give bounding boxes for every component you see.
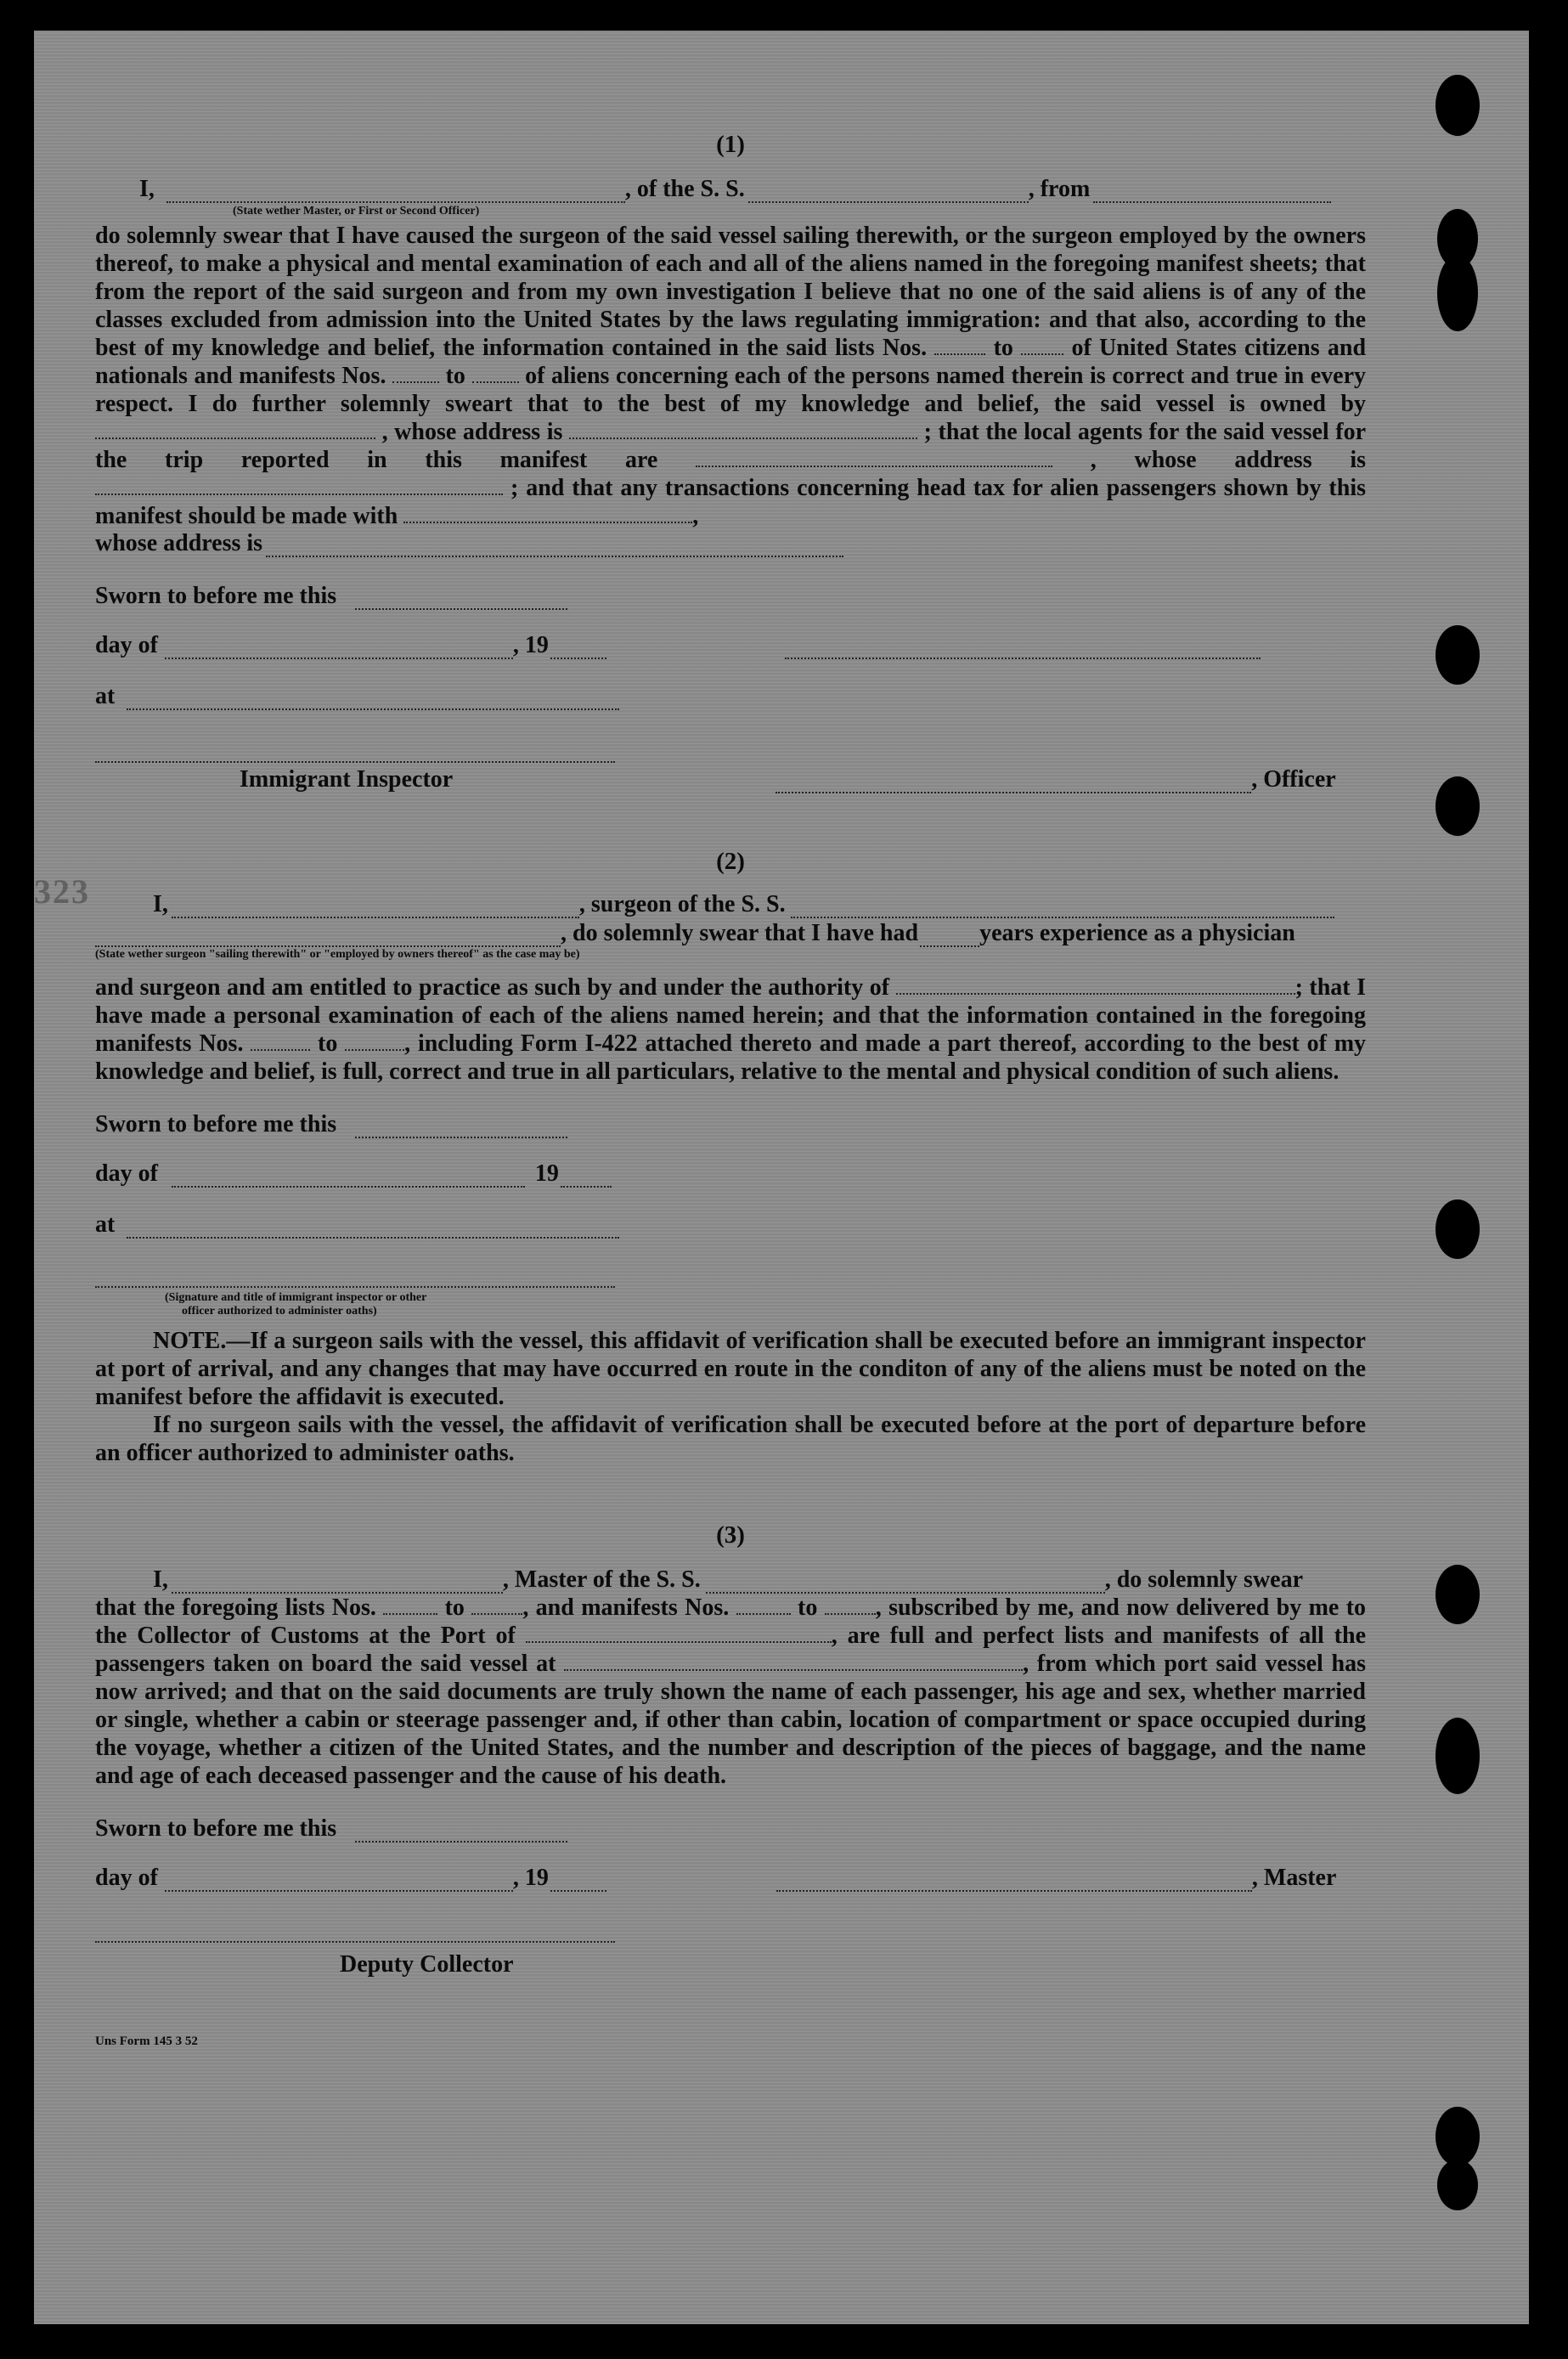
faded-stamp-number: 323 bbox=[34, 872, 90, 911]
section-2-vessel-field[interactable] bbox=[791, 900, 1334, 918]
manifests-from-field[interactable] bbox=[392, 364, 439, 383]
section-3-year-label: , 19 bbox=[512, 1865, 549, 1891]
section-1-sworn-row bbox=[95, 583, 1366, 610]
section-1-inspector-line bbox=[95, 744, 1366, 763]
master-label: , Master bbox=[1251, 1865, 1337, 1891]
binder-hole bbox=[1435, 776, 1480, 836]
section-1-body-h: , bbox=[692, 503, 699, 529]
section-3-day-field[interactable] bbox=[165, 1873, 513, 1892]
section-2-signature-line[interactable] bbox=[95, 1269, 615, 1288]
section-3-body-c: , subscribed by me, and now delivered by me to the Collector of Customs at the Port of bbox=[95, 1594, 1367, 1649]
officer-signature-field[interactable] bbox=[776, 775, 1251, 793]
port-of-departure-field[interactable] bbox=[564, 1652, 1023, 1671]
owner-field[interactable] bbox=[95, 420, 375, 439]
section-2-line-1 bbox=[95, 891, 1366, 918]
binder-hole bbox=[1435, 1565, 1480, 1624]
section-3-body-e: , from which port said vessel has now arrived; and that on the said documents are truly shown the name of each passenger, his age and sex, whether married or single, whether a cabin or steerage passenger and, if other than cabin, location of compartment or space occupied during the voyage, whether a citizen of the United States, and the number and description of the pieces of baggage, and the name and age of each deceased passenger and the cause of his death. bbox=[95, 1651, 1367, 1789]
section-1-body-c: of aliens concerning each of the persons named therein is correct and true in every respect. I do further solemnly sweart that to the best of my knowledge and belief, the said vessel is owned by bbox=[95, 363, 1367, 417]
binder-hole bbox=[1435, 1199, 1480, 1259]
surgeon-name-field[interactable] bbox=[172, 900, 579, 918]
officer-label: , Officer bbox=[1251, 766, 1336, 793]
section-3-to-1: to bbox=[444, 1594, 465, 1621]
section-2-from-field[interactable] bbox=[251, 1032, 310, 1051]
section-3-body-d: , are full and perfect lists and manifests of all the passengers taken on board the said vessel at bbox=[95, 1623, 1367, 1677]
section-2-to-1: to bbox=[318, 1030, 338, 1057]
section-3-body-b: , and manifests Nos. bbox=[522, 1594, 730, 1621]
officer-note: (State wether Master, or First or Second Officer) bbox=[233, 205, 480, 217]
note-paragraph-2 bbox=[95, 1411, 1366, 1467]
section-1-i: I, bbox=[139, 176, 155, 202]
years-experience-field[interactable] bbox=[920, 928, 979, 947]
section-3-lists-from-field[interactable] bbox=[383, 1596, 437, 1615]
section-2-day-field[interactable] bbox=[172, 1169, 525, 1188]
lists-from-field[interactable] bbox=[934, 336, 985, 355]
inspector-signature-line[interactable] bbox=[95, 744, 615, 763]
master-name-field[interactable] bbox=[172, 1575, 503, 1594]
section-1-at-row bbox=[95, 683, 1366, 710]
section-3-day-label: day of bbox=[95, 1865, 158, 1891]
section-3-i: I, bbox=[153, 1566, 168, 1593]
owner-address-field[interactable] bbox=[569, 420, 917, 439]
manifests-to-field[interactable] bbox=[472, 364, 519, 383]
section-1-at-field[interactable] bbox=[127, 691, 619, 710]
section-2-line-2b: years experience as a physician bbox=[979, 920, 1295, 946]
section-1-body-d: , whose address is bbox=[381, 419, 563, 445]
binder-hole bbox=[1435, 2107, 1480, 2166]
master-signature-field[interactable] bbox=[776, 1873, 1252, 1892]
section-1-body-f: , whose address is bbox=[1090, 447, 1366, 473]
section-1-body-b: of United States citizens and nationals and manifests Nos. bbox=[95, 335, 1367, 389]
binder-hole bbox=[1435, 1718, 1480, 1794]
port-of-arrival-field[interactable] bbox=[526, 1624, 832, 1643]
surgeon-status-field[interactable] bbox=[95, 928, 561, 947]
section-1-year-field[interactable] bbox=[550, 641, 606, 659]
note-1: NOTE.—If a surgeon sails with the vessel, this affidavit of verification shall be executed before an immigrant inspector at port of arrival, and any changes that may have occurred en route in the conditon of any of the aliens must be noted on the manifest before the affidavit is executed. bbox=[95, 1328, 1366, 1410]
section-3-deputy-row bbox=[95, 1951, 1366, 1978]
section-3-ss-label: , Master of the S. S. bbox=[502, 1566, 701, 1593]
section-2-signature-line-row bbox=[95, 1269, 1366, 1288]
section-3-vessel-field[interactable] bbox=[706, 1575, 1105, 1594]
lists-to-field[interactable] bbox=[1021, 336, 1063, 355]
from-port-field[interactable] bbox=[1093, 184, 1331, 203]
section-1-sworn-field[interactable] bbox=[355, 591, 567, 610]
section-1-day-label: day of bbox=[95, 632, 158, 658]
deputy-collector-label: Deputy Collector bbox=[340, 1951, 514, 1978]
section-3-line-1 bbox=[95, 1566, 1366, 1594]
note-2: If no surgeon sails with the vessel, the affidavit of verification shall be executed before at the port of departure before an officer authorized to administer oaths. bbox=[95, 1412, 1366, 1466]
section-3-to-2: to bbox=[798, 1594, 818, 1621]
section-2-to-field[interactable] bbox=[345, 1032, 404, 1051]
binder-hole bbox=[1437, 2159, 1478, 2210]
binder-hole bbox=[1435, 75, 1480, 136]
head-tax-party-field[interactable] bbox=[403, 505, 692, 523]
section-2-sworn-label: Sworn to before me this bbox=[95, 1111, 337, 1137]
binder-hole bbox=[1435, 625, 1480, 685]
section-2-line-2 bbox=[95, 920, 1366, 947]
section-2-day-label: day of bbox=[95, 1160, 158, 1187]
section-3-lists-to-field[interactable] bbox=[471, 1596, 522, 1615]
section-1-year-label: , 19 bbox=[512, 632, 549, 658]
section-2-at-label: at bbox=[95, 1211, 116, 1238]
section-3-manifests-from-field[interactable] bbox=[736, 1596, 791, 1615]
section-1-from-label: , from bbox=[1028, 176, 1091, 202]
section-1-day-field[interactable] bbox=[165, 641, 513, 659]
section-1-body-g: ; and that any transactions concerning head tax for alien passengers shown by this manifest should be made with bbox=[95, 475, 1366, 529]
section-1-last-line bbox=[95, 530, 1366, 557]
section-2-body-c: that I have made a personal examination of each of the aliens named herein; and that the information contained in the foregoing manifests Nos. bbox=[95, 974, 1367, 1057]
deputy-signature-line[interactable] bbox=[95, 1924, 615, 1943]
section-1-body-a: do solemnly swear that I have caused the surgeon of the said vessel sailing therewith, or the surgeon employed by the owners thereof, to make a physical and mental examination of each and all of the aliens named in the foregoing manifest sheets; that from the report of the said surgeon and from my own investigation I believe that no one of the said aliens is of any of the classes excluded from admission into the United States by the laws regulating immigration: and that also, according to the best of my knowledge and belief, the information contained in the said lists Nos. bbox=[95, 223, 1366, 361]
officer-name-field[interactable] bbox=[166, 184, 625, 203]
section-1-number: (1) bbox=[716, 131, 745, 158]
section-2-body bbox=[95, 974, 1366, 1086]
section-2-ss-label: , surgeon of the S. S. bbox=[578, 891, 786, 917]
binder-hole bbox=[1437, 255, 1478, 331]
form-number: Uns Form 145 3 52 bbox=[95, 2034, 198, 2048]
signature-note-1: (Signature and title of immigrant inspector or other bbox=[165, 1291, 427, 1304]
form-content bbox=[95, 131, 1366, 2049]
section-3-sworn-field[interactable] bbox=[355, 1824, 567, 1843]
section-1-day-row bbox=[95, 632, 1366, 659]
section-2-year-label: 19 bbox=[534, 1160, 559, 1187]
section-3-number: (3) bbox=[716, 1521, 745, 1549]
agents-field[interactable] bbox=[696, 449, 1052, 467]
section-3-year-field[interactable] bbox=[550, 1873, 606, 1892]
section-3-sworn-row bbox=[95, 1815, 1366, 1843]
form-sheet bbox=[34, 31, 1529, 2324]
section-2-year-field[interactable] bbox=[561, 1169, 612, 1188]
note-paragraph-1 bbox=[95, 1327, 1366, 1411]
section-1-signature-row bbox=[95, 766, 1366, 793]
section-2-body-a: and surgeon and am entitled to practice as such by and under the authority of bbox=[95, 974, 890, 1001]
section-1-body-e: ; that the local agents for the said vessel for the trip reported in this manifest are bbox=[95, 419, 1367, 473]
immigrant-inspector-label: Immigrant Inspector bbox=[240, 766, 454, 793]
section-2-i: I, bbox=[153, 891, 168, 917]
section-2-number: (2) bbox=[716, 848, 745, 875]
head-tax-address-field[interactable] bbox=[266, 539, 843, 557]
section-3-body-a: that the foregoing lists Nos. bbox=[95, 1594, 376, 1621]
section-1-body bbox=[95, 222, 1366, 530]
section-3-body bbox=[95, 1594, 1366, 1790]
section-2-at-field[interactable] bbox=[127, 1220, 619, 1239]
section-2-sworn-field[interactable] bbox=[355, 1120, 567, 1138]
section-2-line-2a: , do solemnly swear that I have had bbox=[561, 920, 919, 946]
agents-address-field[interactable] bbox=[95, 477, 503, 495]
section-3-line-1-end: , do solemnly swear bbox=[1104, 1566, 1304, 1593]
section-1-line-1 bbox=[95, 176, 1366, 203]
section-3-deputy-line-row bbox=[95, 1924, 1366, 1943]
section-1-to-1: to bbox=[993, 335, 1013, 361]
signature-note-2: officer authorized to administer oaths) bbox=[182, 1305, 377, 1318]
section-1-body-i: whose address is bbox=[95, 530, 263, 556]
vessel-name-field[interactable] bbox=[748, 184, 1029, 203]
section-3-sworn-label: Sworn to before me this bbox=[95, 1815, 337, 1842]
section-2-day-row bbox=[95, 1160, 1366, 1188]
section-3-manifests-to-field[interactable] bbox=[825, 1596, 876, 1615]
section-1-sworn-label: Sworn to before me this bbox=[95, 583, 337, 609]
section-2-sworn-row bbox=[95, 1111, 1366, 1138]
section-3-day-row bbox=[95, 1865, 1366, 1892]
section-1-ss-label: , of the S. S. bbox=[624, 176, 745, 202]
section-1-at-label: at bbox=[95, 683, 116, 709]
section-2-at-row bbox=[95, 1211, 1366, 1239]
officer-signature-top-line[interactable] bbox=[785, 641, 1261, 659]
section-1-to-2: to bbox=[445, 363, 465, 389]
section-2-body-b: ; bbox=[1294, 974, 1303, 1001]
authority-field[interactable] bbox=[896, 976, 1295, 995]
section-2-body-d: , including Form I-422 attached thereto and made a part thereof, according to the best of my knowledge and belief, is full, correct and true in all particulars, relative to the mental and physical condition of such aliens. bbox=[95, 1030, 1367, 1085]
surgeon-note: (State wether surgeon "sailing therewith" or "employed by owners thereof" as the case may be) bbox=[95, 948, 580, 961]
